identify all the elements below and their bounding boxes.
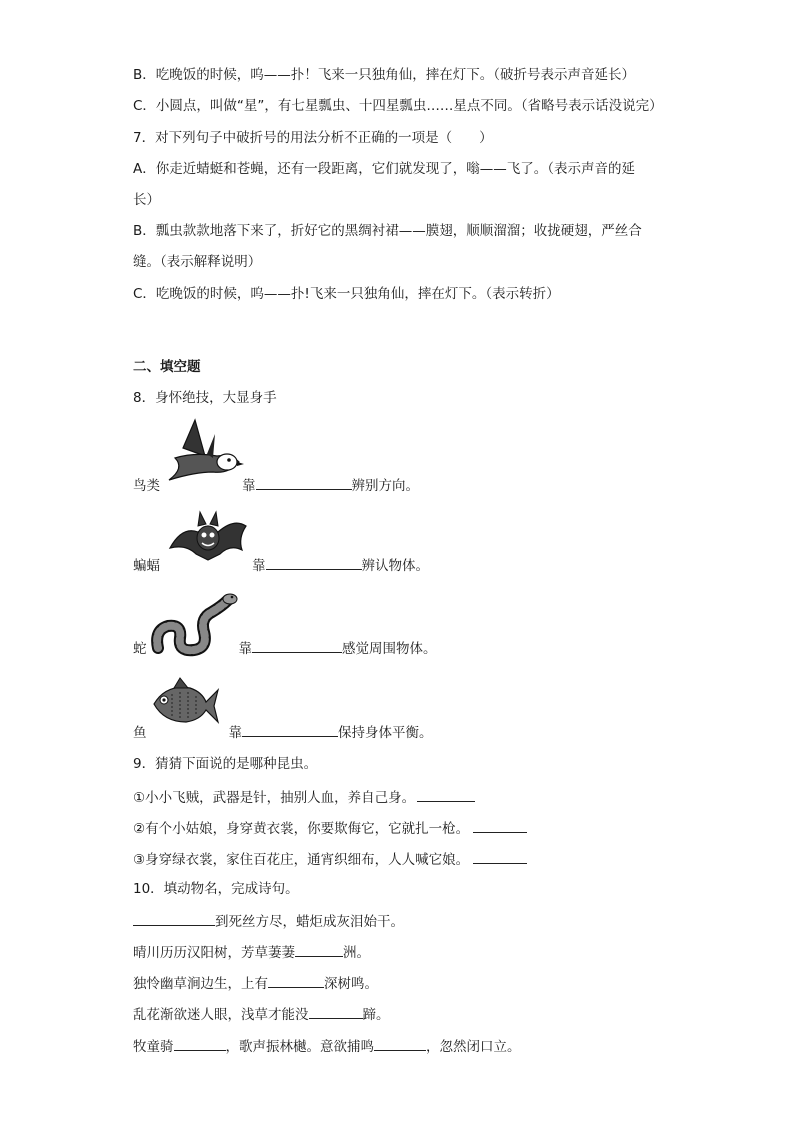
- q8-stem: 8．身怀绝技，大显身手: [133, 390, 277, 406]
- animal-label: 蝙蝠: [133, 558, 160, 574]
- poem-text: 深树鸣。: [324, 976, 378, 992]
- q7-option-a: A．你走近蜻蜓和苍蝇，还有一段距离，它们就发现了，嗡——飞了。（表示声音的延: [133, 161, 635, 177]
- answer-blank[interactable]: [242, 722, 338, 737]
- q9-item: [133, 818, 527, 838]
- q9-stem: 9．猜猜下面说的是哪种昆虫。: [133, 756, 318, 772]
- answer-blank[interactable]: [473, 818, 527, 833]
- poem-text: 独怜幽草涧边生，上有: [133, 976, 268, 992]
- poem-text: 乱花渐欲迷人眼，浅草才能没: [133, 1007, 309, 1023]
- q7-option-b-cont: 缝。（表示解释说明）: [133, 254, 262, 270]
- poem-text: 牧童骑: [133, 1039, 174, 1055]
- kao-label: 靠: [228, 725, 242, 741]
- animal-label: 鸟类: [133, 478, 160, 494]
- answer-blank[interactable]: [266, 555, 362, 570]
- q6-option-b: B．吃晚饭的时候，呜——扑！飞来一只独角仙，摔在灯下。（破折号表示声音延长）: [133, 67, 636, 83]
- poem-text: 洲。: [343, 945, 370, 961]
- q9-item: [133, 849, 527, 869]
- q7-stem: 7．对下列句子中破折号的用法分析不正确的一项是（ ）: [133, 130, 493, 146]
- q7-option-b: B．瓢虫款款地落下来了，折好它的黑绸衬裙——膜翅，顺顺溜溜；收拢硬翅，严丝合: [133, 223, 642, 239]
- answer-blank[interactable]: [309, 1004, 363, 1019]
- poem-text: 到死丝方尽，蜡炬成灰泪始干。: [215, 914, 404, 930]
- poem-line: [133, 1036, 521, 1056]
- poem-text: 晴川历历汉阳树，芳草萋萋: [133, 945, 295, 961]
- poem-line: [133, 911, 404, 931]
- poem-line: [133, 973, 378, 993]
- answer-blank[interactable]: [417, 787, 475, 802]
- answer-blank[interactable]: [473, 849, 527, 864]
- answer-blank[interactable]: [268, 973, 324, 988]
- kao-label: 靠: [242, 478, 256, 494]
- riddle-text: ②有个小姑娘，身穿黄衣裳，你要欺侮它，它就扎一枪。: [133, 821, 470, 837]
- animal-label: 蛇: [133, 641, 147, 657]
- poem-text: 蹄。: [362, 1007, 390, 1023]
- answer-blank[interactable]: [133, 911, 215, 926]
- row-tail: 辨认物体。: [361, 558, 429, 574]
- q8-row-bird: [133, 475, 419, 495]
- poem-line: [133, 1004, 390, 1024]
- q7-option-c: C．吃晚饭的时候，呜——扑!飞来一只独角仙，摔在灯下。（表示转折）: [133, 286, 560, 302]
- kao-label: 靠: [238, 641, 252, 657]
- q8-row-bat: [133, 555, 429, 575]
- section-title: 二、填空题: [133, 359, 201, 375]
- answer-blank[interactable]: [174, 1036, 226, 1051]
- row-tail: 保持身体平衡。: [338, 725, 433, 741]
- riddle-text: ①小小飞贼，武器是针，抽别人血，养自己身。: [133, 790, 416, 806]
- animal-label: 鱼: [133, 725, 147, 741]
- q7-option-a-cont: 长）: [133, 192, 160, 208]
- q10-stem: 10．填动物名，完成诗句。: [133, 881, 299, 897]
- answer-blank[interactable]: [252, 638, 342, 653]
- q8-row-fish: [133, 722, 433, 742]
- row-tail: 感觉周围物体。: [342, 641, 437, 657]
- row-tail: 辨别方向。: [351, 478, 419, 494]
- q6-option-c: C．小圆点，叫做“星”，有七星瓢虫、十四星瓢虫……星点不同。（省略号表示话没说完）: [133, 98, 663, 114]
- poem-line: [133, 942, 370, 962]
- riddle-text: ③身穿绿衣裳，家住百花庄，通宵织细布，人人喊它娘。: [133, 852, 470, 868]
- answer-blank[interactable]: [295, 942, 343, 957]
- poem-text: ，歌声振林樾。意欲捕鸣: [225, 1039, 374, 1055]
- answer-blank[interactable]: [374, 1036, 426, 1051]
- kao-label: 靠: [252, 558, 266, 574]
- q9-item: [133, 787, 475, 807]
- poem-text: ，忽然闭口立。: [426, 1039, 521, 1055]
- q8-row-snake: [133, 638, 437, 658]
- answer-blank[interactable]: [256, 475, 352, 490]
